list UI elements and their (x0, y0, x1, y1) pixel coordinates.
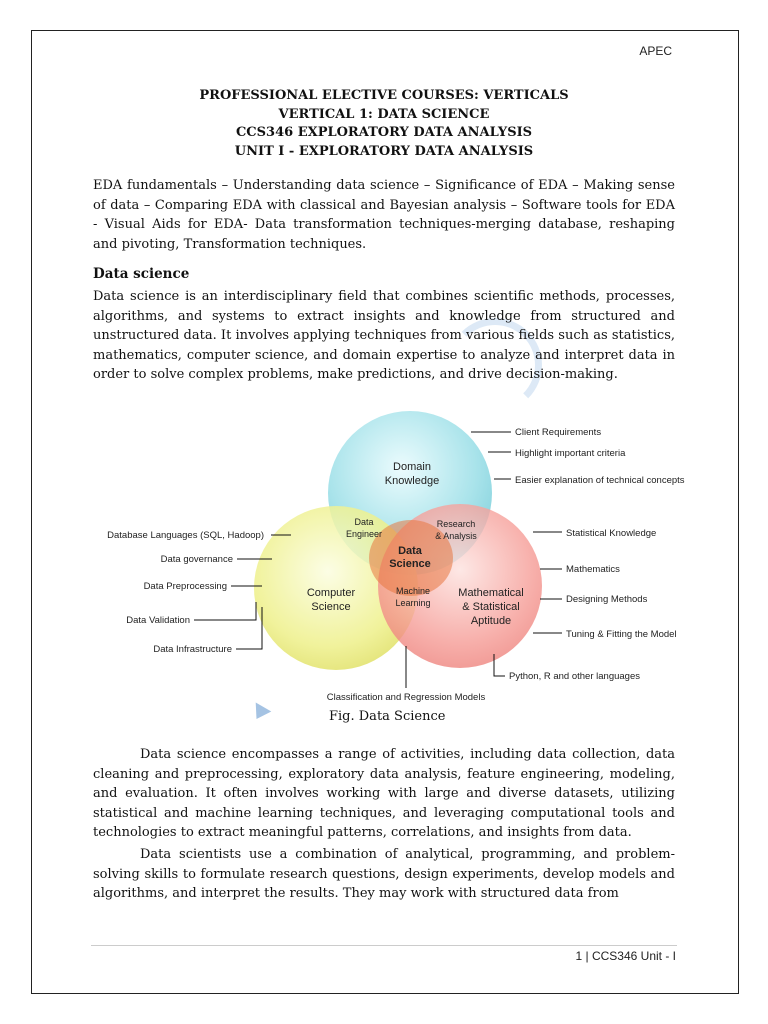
title-line: CCS346 EXPLORATORY DATA ANALYSIS (235, 125, 533, 140)
left-label: Data governance (160, 554, 233, 565)
domain-label: Domain Knowledge (384, 461, 440, 487)
right-label: Tuning & Fitting the Model (566, 629, 677, 640)
computer-label: Computer Science (306, 587, 356, 613)
left-label: Database Languages (SQL, Hadoop) (107, 530, 264, 541)
left-label: Data Preprocessing (143, 581, 227, 592)
figure-caption: Fig. Data Science (329, 709, 446, 724)
footer-divider (91, 945, 677, 946)
section-heading: Data science (93, 266, 190, 282)
body-paragraph: Data science encompasses a range of activities, including data collection, data cleaning and preprocessing, exploratory data analysis, feature engineering, modeling, and evaluation. It often involves working with large and diverse datasets, utilizing statistical and machine learning techniques, and leveraging computational tools and technologies to extract meaningful patterns, correlations, and insights from data. (93, 747, 675, 840)
document-titles (93, 87, 675, 161)
machine-learning-label: Machine Learning (395, 586, 431, 608)
right-label: Statistical Knowledge (566, 528, 657, 539)
math-label: Mathematical & Statistical Aptitude (458, 587, 524, 627)
title-line: UNIT I - EXPLORATORY DATA ANALYSIS (234, 143, 534, 159)
intro-paragraph: Data science is an interdisciplinary field that combines scientific methods, processes, algorithms, and systems to extract insights and knowledge from structured and unstructured data. It involves applying techniques from various fields such as statistics, mathematics, computer science, and domain expertise to analyze and interpret data in order to solve complex problems, make predictions, and drive decision-making. (93, 289, 675, 382)
title-line: PROFESSIONAL ELECTIVE COURSES: VERTICALS (199, 88, 569, 103)
venn-diagram (96, 408, 706, 708)
header-tag: APEC (639, 44, 672, 58)
left-label: Data Validation (126, 615, 190, 626)
title-line: VERTICAL 1: DATA SCIENCE (278, 106, 490, 122)
left-labels (107, 530, 264, 655)
right-label: Client Requirements (515, 427, 602, 438)
data-science-venn-figure (96, 408, 706, 708)
body-paragraph: Data scientists use a combination of analytical, programming, and problem-solving skills to formulate research questions, design experiments, develop models and algorithms, and interpret the results. They may work with structured data from (93, 847, 675, 901)
left-label: Data Infrastructure (153, 644, 232, 655)
research-label: Research & Analysis (435, 519, 477, 541)
right-label: Python, R and other languages (509, 671, 640, 682)
right-label: Designing Methods (566, 594, 648, 605)
right-label: Easier explanation of technical concepts (515, 475, 685, 486)
right-label: Mathematics (566, 564, 620, 575)
right-label: Highlight important criteria (515, 448, 626, 459)
syllabus-text: EDA fundamentals – Understanding data science – Significance of EDA – Making sense of data – Comparing EDA with classical and Bayesian analysis – Software tools for EDA - Visual Aids for EDA- Data transformation techniques-merging database, reshaping and pivoting, Transformation techniques. (93, 178, 675, 252)
data-engineer-label: Data Engineer (345, 517, 383, 539)
data-science-center-label: Data Science (389, 545, 431, 570)
bottom-label: Classification and Regression Models (326, 692, 486, 703)
footer-page-label: 1 | CCS346 Unit - I (575, 949, 676, 963)
